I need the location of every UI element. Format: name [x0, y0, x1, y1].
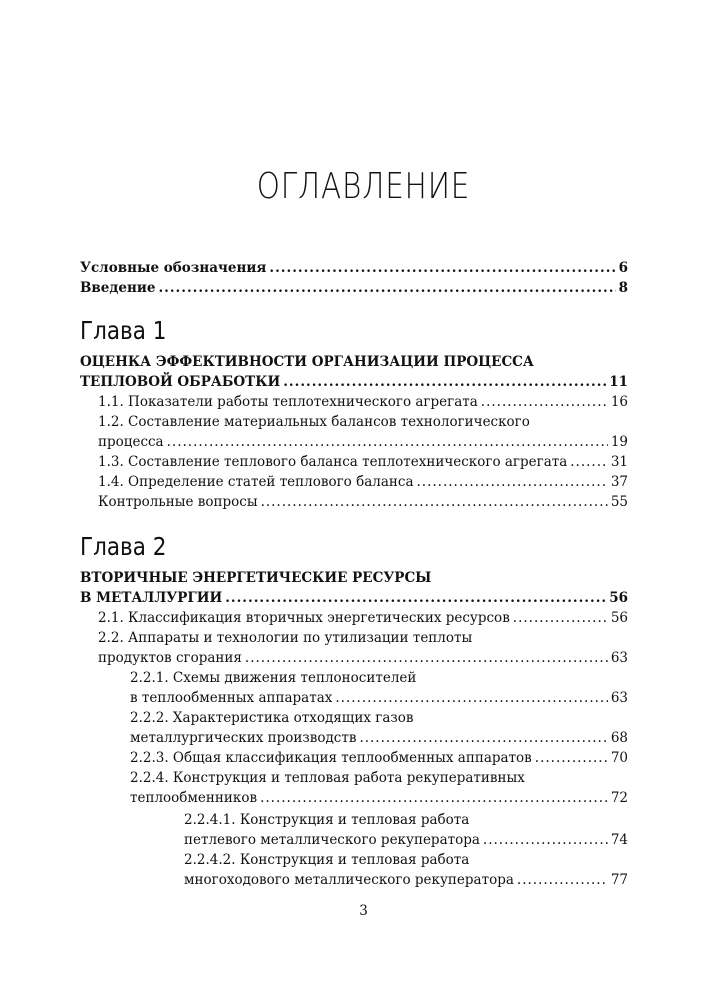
- chapter-1-heading: Глава 1: [80, 316, 167, 345]
- toc-entry-text: металлургических производств: [130, 730, 357, 746]
- leader-dots: [417, 472, 608, 492]
- toc-entry-2-2-1[interactable]: [130, 688, 628, 708]
- toc-entry-page: 11: [609, 374, 628, 390]
- leader-dots: [260, 788, 608, 808]
- chapter-1-title[interactable]: [80, 372, 628, 392]
- toc-entry-page: 19: [610, 434, 628, 450]
- toc-entry-2-2-line1: 2.2. Аппараты и технологии по утилизации теплоты: [98, 630, 473, 646]
- toc-entry-page: 63: [610, 650, 628, 666]
- toc-entry-introduction[interactable]: [80, 278, 628, 298]
- toc-entry-page: 37: [610, 474, 628, 490]
- leader-dots: [517, 870, 608, 890]
- toc-entry-1-4[interactable]: [98, 472, 628, 492]
- toc-entry-2-2-2[interactable]: [130, 728, 628, 748]
- toc-entry-text: многоходового металлического рекуператора: [184, 872, 514, 888]
- chapter-1-title-line1: ОЦЕНКА ЭФФЕКТИВНОСТИ ОРГАНИЗАЦИИ ПРОЦЕССА: [80, 354, 534, 370]
- toc-entry-1-2-line1: 1.2. Составление материальных балансов технологического: [98, 414, 530, 430]
- toc-entry-text: В МЕТАЛЛУРГИИ: [80, 590, 223, 606]
- toc-entry-page: 72: [610, 790, 628, 806]
- leader-dots: [535, 748, 608, 768]
- toc-entry-1-questions[interactable]: [98, 492, 628, 512]
- toc-entry-2-2-4-line1: 2.2.4. Конструкция и тепловая работа рекуперативных: [130, 770, 525, 786]
- toc-entry-2-2-4[interactable]: [130, 788, 628, 808]
- toc-entry-text: теплообменников: [130, 790, 258, 806]
- toc-entry-text: 1.3. Составление теплового баланса теплотехнического агрегата: [98, 454, 568, 470]
- chapter-2-title[interactable]: [80, 588, 628, 608]
- toc-entry-page: 56: [609, 590, 628, 606]
- toc-entry-page: 8: [618, 280, 628, 296]
- toc-entry-text: в теплообменных аппаратах: [130, 690, 333, 706]
- page-title: ОГЛАВЛЕНИЕ: [256, 166, 471, 207]
- toc-entry-2-2[interactable]: [98, 648, 628, 668]
- toc-entry-1-1[interactable]: [98, 392, 628, 412]
- toc-entry-page: 55: [610, 494, 628, 510]
- toc-entry-text: 1.4. Определение статей теплового баланса: [98, 474, 414, 490]
- toc-entry-text: ТЕПЛОВОЙ ОБРАБОТКИ: [80, 374, 281, 390]
- leader-dots: [283, 372, 606, 392]
- toc-entry-symbols[interactable]: [80, 258, 628, 278]
- leader-dots: [483, 830, 608, 850]
- leader-dots: [167, 432, 608, 452]
- toc-entry-2-2-1-line1: 2.2.1. Схемы движения теплоносителей: [130, 670, 417, 686]
- chapter-2-heading: Глава 2: [80, 532, 167, 561]
- toc-entry-2-1[interactable]: [98, 608, 628, 628]
- toc-entry-2-2-4-2-line1: 2.2.4.2. Конструкция и тепловая работа: [184, 852, 470, 868]
- leader-dots: [158, 278, 615, 298]
- leader-dots: [513, 608, 608, 628]
- toc-entry-2-2-4-1-line1: 2.2.4.1. Конструкция и тепловая работа: [184, 812, 470, 828]
- leader-dots: [481, 392, 608, 412]
- toc-entry-text: петлевого металлического рекуператора: [184, 832, 480, 848]
- toc-entry-text: Условные обозначения: [80, 260, 267, 276]
- toc-entry-text: 1.1. Показатели работы теплотехнического агрегата: [98, 394, 478, 410]
- toc-entry-text: Введение: [80, 280, 156, 296]
- leader-dots: [225, 588, 606, 608]
- toc-entry-page: 16: [610, 394, 628, 410]
- toc-entry-page: 56: [610, 610, 628, 626]
- leader-dots: [261, 492, 608, 512]
- leader-dots: [359, 728, 607, 748]
- toc-entry-text: продуктов сгорания: [98, 650, 242, 666]
- toc-entry-page: 31: [610, 454, 628, 470]
- toc-entry-2-2-4-2[interactable]: [184, 870, 628, 890]
- toc-entry-text: 2.2.3. Общая классификация теплообменных аппаратов: [130, 750, 532, 766]
- toc-entry-page: 68: [610, 730, 628, 746]
- toc-entry-text: процесса: [98, 434, 164, 450]
- toc-entry-page: 74: [610, 832, 628, 848]
- toc-entry-page: 70: [610, 750, 628, 766]
- page-number: 3: [359, 903, 368, 919]
- toc-entry-page: 6: [618, 260, 628, 276]
- toc-entry-2-2-4-1[interactable]: [184, 830, 628, 850]
- leader-dots: [335, 688, 607, 708]
- toc-entry-text: 2.1. Классификация вторичных энергетических ресурсов: [98, 610, 510, 626]
- toc-entry-2-2-3[interactable]: [130, 748, 628, 768]
- leader-dots: [245, 648, 608, 668]
- leader-dots: [570, 452, 608, 472]
- toc-entry-2-2-2-line1: 2.2.2. Характеристика отходящих газов: [130, 710, 414, 726]
- toc-entry-page: 77: [610, 872, 628, 888]
- toc-entry-1-2[interactable]: [98, 432, 628, 452]
- chapter-2-title-line1: ВТОРИЧНЫЕ ЭНЕРГЕТИЧЕСКИЕ РЕСУРСЫ: [80, 570, 432, 586]
- leader-dots: [269, 258, 615, 278]
- toc-entry-text: Контрольные вопросы: [98, 494, 258, 510]
- toc-entry-page: 63: [610, 690, 628, 706]
- toc-entry-1-3[interactable]: [98, 452, 628, 472]
